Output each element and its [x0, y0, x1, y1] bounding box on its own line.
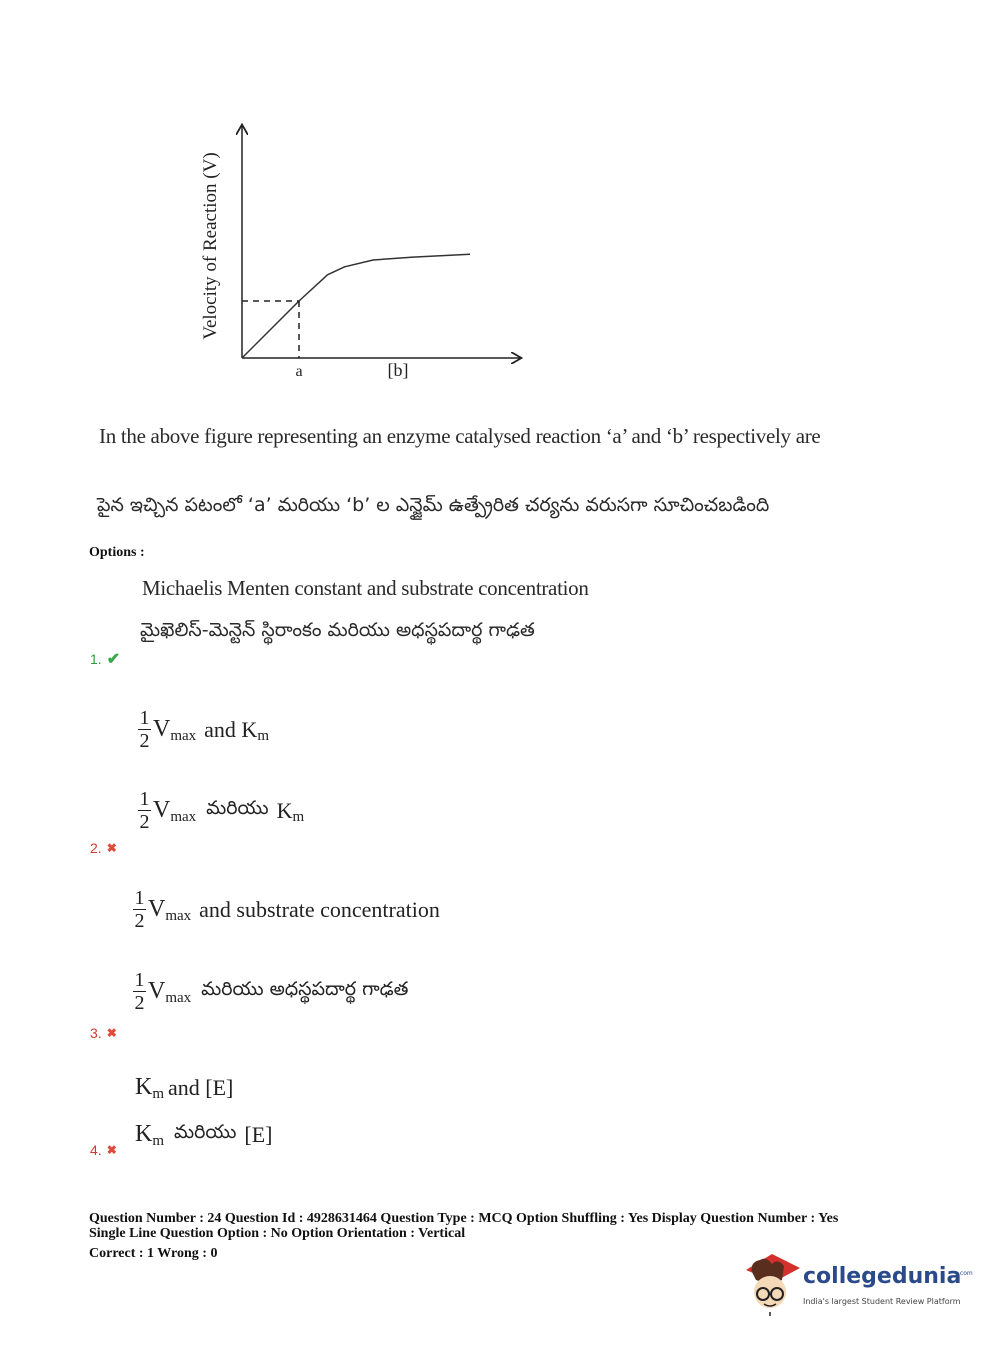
y-axis-label: Velocity of Reaction (V) — [200, 152, 221, 340]
option-4-text-te: K m మరియు [E] — [135, 1121, 273, 1149]
cross-icon: ✖ — [106, 1026, 117, 1040]
x-axis-label: [b] — [387, 360, 409, 380]
fraction: $\frac{1}{2}$ — [134, 969, 145, 1014]
question-meta-line-2: Single Line Question Option : No Option Orientation : Vertical — [89, 1226, 466, 1241]
logo-name: collegedunia — [803, 1264, 962, 1289]
option-1-number: 1. — [90, 651, 102, 667]
option-2-number: 2. — [90, 840, 102, 856]
option-3-number: 3. — [90, 1025, 102, 1041]
option-3-marker — [90, 1025, 117, 1041]
option-1-text-te: మైఖెలిస్-మెన్టెన్ స్థిరాంకం మరియు అధస్థపదార్థ గాఢత — [140, 619, 535, 641]
velocity-graph — [190, 118, 530, 388]
question-text-te: పైన ఇచ్చిన పటంలో ‘a’ మరియు ‘b’ ల ఎన్జైమ్ ఉత్ప్రేరిత చర్యను వరుసగా సూచించబడింది — [97, 494, 770, 516]
options-label: Options : — [89, 545, 145, 560]
fraction: $\frac{1}{2}$ — [139, 707, 150, 752]
logo-tagline: India's largest Student Review Platform — [803, 1297, 961, 1306]
option-1-text-en: Michaelis Menten constant and substrate concentration — [142, 576, 589, 600]
question-text-en: In the above figure representing an enzyme catalysed reaction ‘a’ and ‘b’ respectively are — [99, 424, 821, 448]
logo-suffix: .com — [958, 1270, 973, 1277]
collegedunia-logo-icon — [742, 1250, 804, 1318]
option-4-number: 4. — [90, 1142, 102, 1158]
option-4-text-en: K m and [E] — [135, 1074, 234, 1102]
option-2-text-te: $\frac{1}{2}$ V max మరియు K m — [139, 788, 305, 833]
option-2-text-en: $\frac{1}{2}$ V max and K m — [139, 707, 269, 752]
fraction: $\frac{1}{2}$ — [134, 887, 145, 932]
velocity-curve — [242, 254, 470, 358]
fraction: $\frac{1}{2}$ — [139, 788, 150, 833]
x-marker-label: a — [295, 363, 303, 380]
question-meta-line-3: Correct : 1 Wrong : 0 — [89, 1246, 218, 1261]
question-meta-line-1: Question Number : 24 Question Id : 4928631464 Question Type : MCQ Option Shuffling : Yes Display Question Number : Yes — [89, 1211, 839, 1226]
option-2-marker — [90, 840, 117, 856]
option-3-text-te: $\frac{1}{2}$ V max మరియు అధస్థపదార్థ గాఢత — [134, 969, 409, 1014]
option-3-text-en: $\frac{1}{2}$ V max and substrate concentration — [134, 887, 440, 932]
cross-icon: ✖ — [106, 841, 117, 855]
cross-icon: ✖ — [106, 1143, 117, 1157]
check-icon: ✔ — [106, 651, 121, 668]
option-1-marker — [90, 649, 120, 669]
option-4-marker — [90, 1142, 117, 1158]
